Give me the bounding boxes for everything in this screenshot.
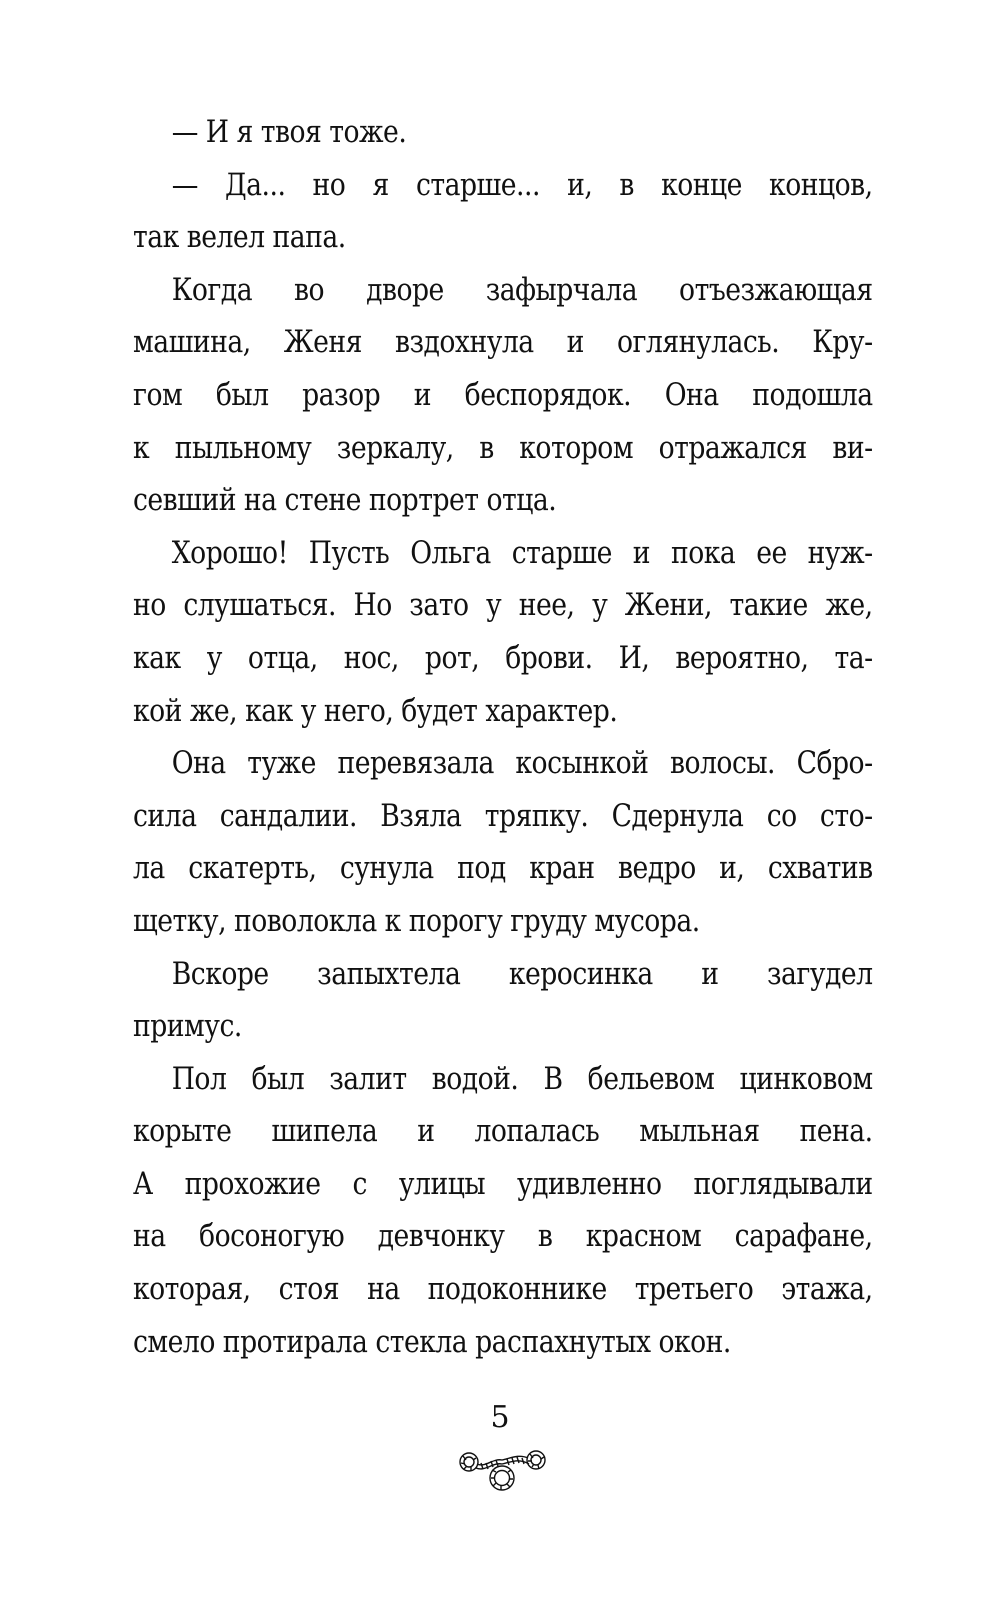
- text-line: сила сандалии. Взяла тряпку. Сдернула со сто-: [133, 797, 873, 834]
- text-line: севший на стене портрет отца.: [133, 482, 557, 519]
- text-line: к пыльному зеркалу, в котором отражался ви-: [133, 429, 873, 466]
- text-line: А прохожие с улицы удивленно поглядывали: [133, 1165, 873, 1202]
- text-line: Хорошо! Пусть Ольга старше и пока ее нуж-: [171, 534, 873, 571]
- text-line: Пол был залит водой. В бельевом цинковом: [171, 1060, 873, 1097]
- text-line: корыте шипела и лопалась мыльная пена.: [133, 1113, 873, 1150]
- text-line: кой же, как у него, будет характер.: [133, 692, 618, 729]
- text-line: щетку, поволокла к порогу груду мусора.: [133, 902, 700, 939]
- text-line: смело протирала стекла распахнутых окон.: [133, 1323, 731, 1360]
- text-line: машина, Женя вздохнула и оглянулась. Кру-: [133, 324, 873, 361]
- text-line: Когда во дворе зафырчала отъезжающая: [171, 271, 873, 308]
- text-line: как у отца, нос, рот, брови. И, вероятно, та-: [133, 639, 873, 676]
- text-line: Вскоре запыхтела керосинка и загудел: [171, 955, 873, 992]
- text-line: — Да... но я старше... и, в конце концов,: [171, 166, 873, 203]
- text-line: на босоногую девчонку в красном сарафане,: [133, 1218, 873, 1255]
- text-line: которая, стоя на подоконнике третьего этажа,: [133, 1271, 873, 1308]
- text-line: ла скатерть, сунула под кран ведро и, схватив: [133, 850, 873, 887]
- page-number: 5: [490, 1400, 510, 1435]
- text-line: — И я твоя тоже.: [171, 114, 407, 150]
- text-line: Она туже перевязала косынкой волосы. Сбро-: [171, 745, 873, 782]
- text-line: гом был разор и беспорядок. Она подошла: [133, 376, 873, 413]
- text-line: так велел папа.: [133, 219, 346, 256]
- text-line: примус.: [133, 1008, 242, 1045]
- text-line: но слушаться. Но зато у нее, у Жени, такие же,: [133, 587, 873, 624]
- rope-ornament-icon: [455, 1448, 550, 1496]
- page-body-text: [133, 106, 873, 1368]
